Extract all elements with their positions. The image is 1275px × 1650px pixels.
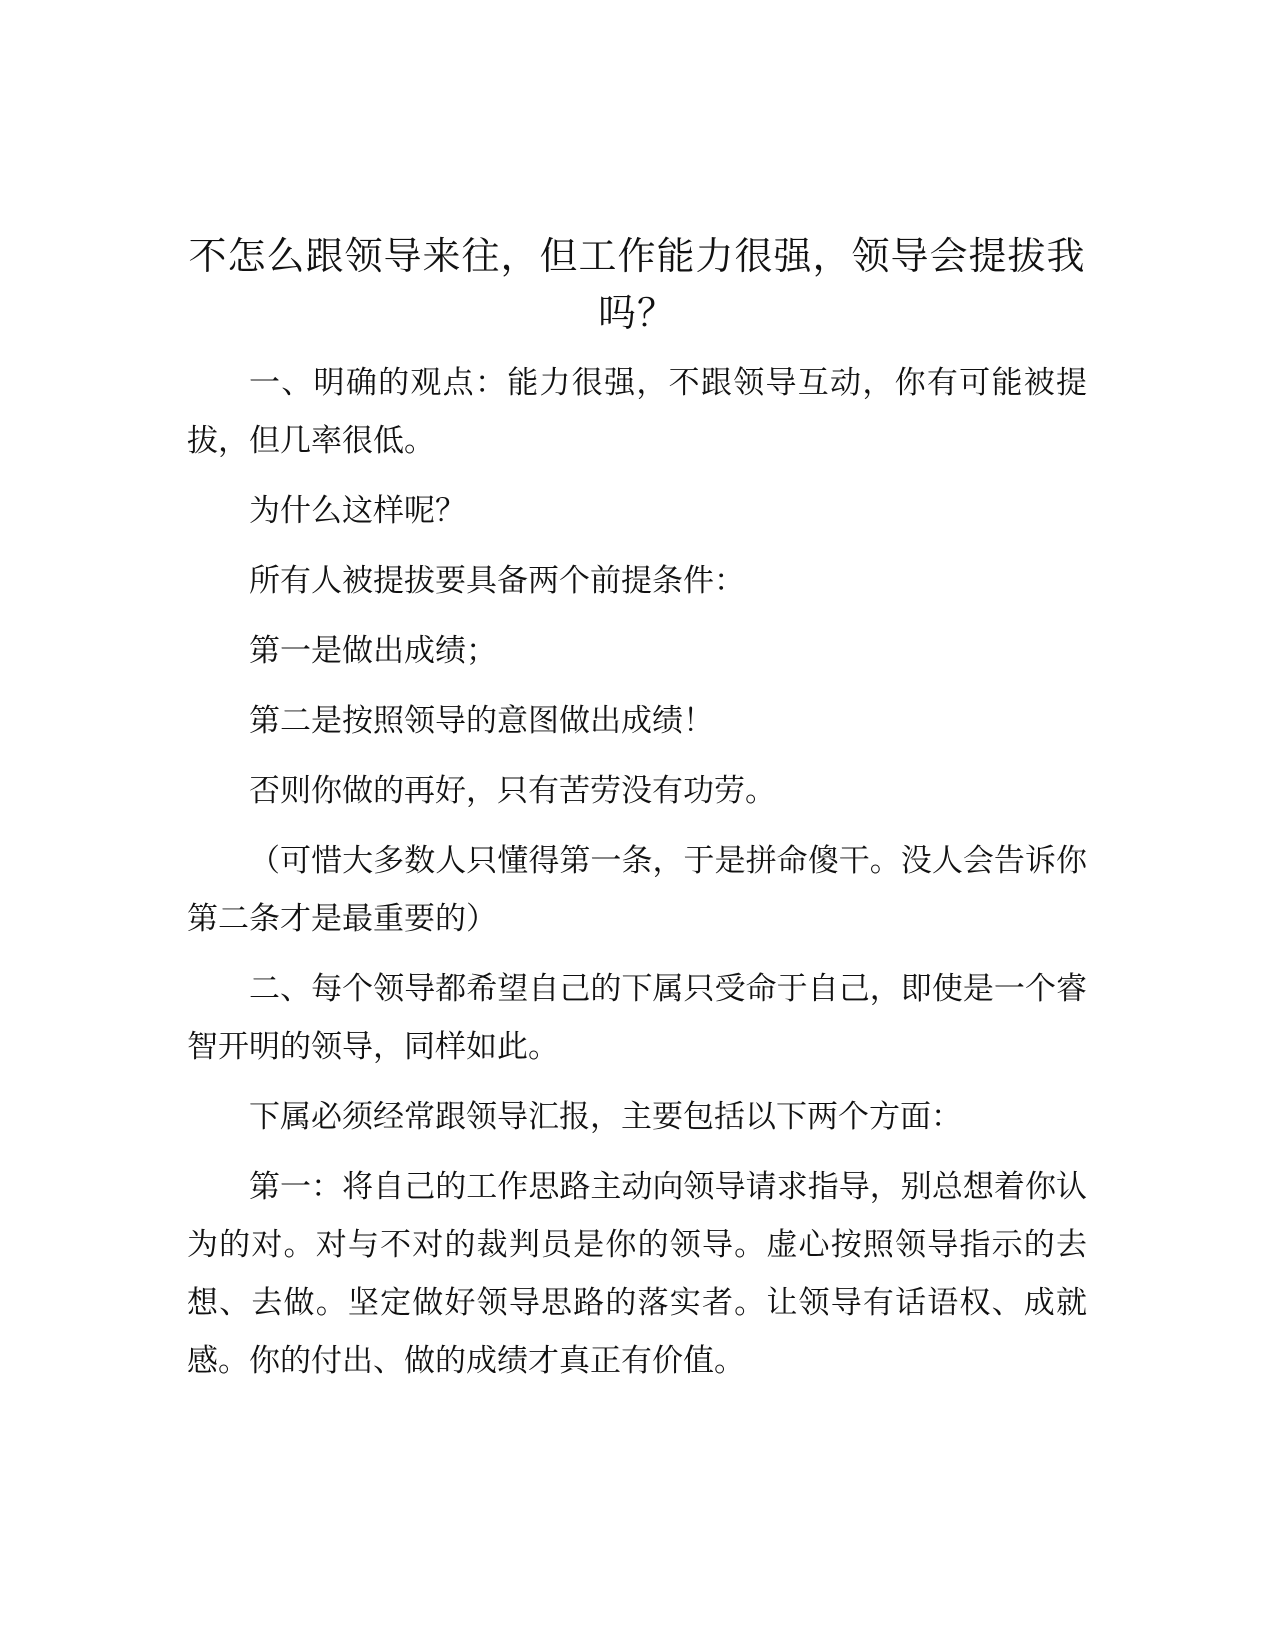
paragraph-7: （可惜大多数人只懂得第一条，于是拼命傻干。没人会告诉你第二条才是最重要的） (187, 843, 1087, 937)
document-body (187, 228, 1087, 1390)
paragraph-3: 所有人被提拔要具备两个前提条件： (249, 563, 745, 599)
paragraph-10: 第一：将自己的工作思路主动向领导请求指导，别总想着你认为的对。对与不对的裁判员是你的领导。虚心按照领导指示的去想、去做。坚定做好领导思路的落实者。让领导有话语权、成就感。你的付出、做的成绩才真正有价值。 (187, 1169, 1087, 1379)
paragraph-6: 否则你做的再好，只有苦劳没有功劳。 (249, 773, 776, 809)
paragraph-8: 二、每个领导都希望自己的下属只受命于自己，即使是一个睿智开明的领导，同样如此。 (187, 971, 1087, 1065)
document-title: 不怎么跟领导来往，但工作能力很强，领导会提拔我吗？ (188, 234, 1086, 335)
paragraph-1: 一、明确的观点：能力很强，不跟领导互动，你有可能被提拔，但几率很低。 (187, 365, 1087, 459)
paragraph-5: 第二是按照领导的意图做出成绩！ (249, 703, 714, 739)
paragraph-4: 第一是做出成绩； (249, 633, 497, 669)
paragraph-2: 为什么这样呢？ (249, 493, 466, 529)
paragraph-9: 下属必须经常跟领导汇报，主要包括以下两个方面： (249, 1099, 962, 1135)
